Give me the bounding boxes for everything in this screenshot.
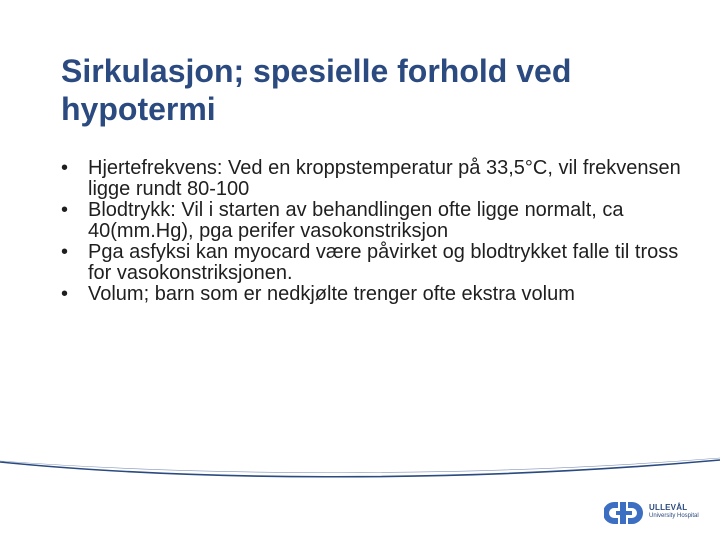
bullet-text: Hjertefrekvens: Ved en kroppstemperatur på 33,5°C, vil frekvensen ligge rundt 80-100 bbox=[88, 157, 681, 200]
logo-name: ULLEVÅL bbox=[649, 503, 688, 512]
slide-title: Sirkulasjon; spesielle forhold ved hypotermi bbox=[61, 53, 572, 127]
bullet-symbol: • bbox=[61, 283, 69, 305]
bullet-symbol: • bbox=[61, 241, 69, 263]
bullet-symbol: • bbox=[61, 199, 69, 221]
bullet-item bbox=[61, 284, 701, 305]
bullet-item bbox=[61, 242, 701, 284]
bullet-text: Volum; barn som er nedkjølte trenger ofte ekstra volum bbox=[88, 283, 575, 305]
footer-swoosh bbox=[0, 450, 720, 490]
bullet-list bbox=[61, 158, 701, 305]
hospital-logo bbox=[604, 499, 716, 529]
bullet-symbol: • bbox=[61, 157, 69, 179]
bullet-item bbox=[61, 200, 701, 242]
bullet-text: Blodtrykk: Vil i starten av behandlingen ofte ligge normalt, ca 40(mm.Hg), pga perifer vasokonstriksjon bbox=[88, 199, 624, 242]
bullet-item bbox=[61, 158, 701, 200]
bullet-text: Pga asfyksi kan myocard være påvirket og blodtrykket falle til tross for vasokonstriksjonen. bbox=[88, 241, 679, 284]
hospital-logo-icon bbox=[604, 501, 646, 525]
logo-subtitle: University Hospital bbox=[649, 513, 699, 519]
swoosh-line bbox=[0, 460, 720, 477]
